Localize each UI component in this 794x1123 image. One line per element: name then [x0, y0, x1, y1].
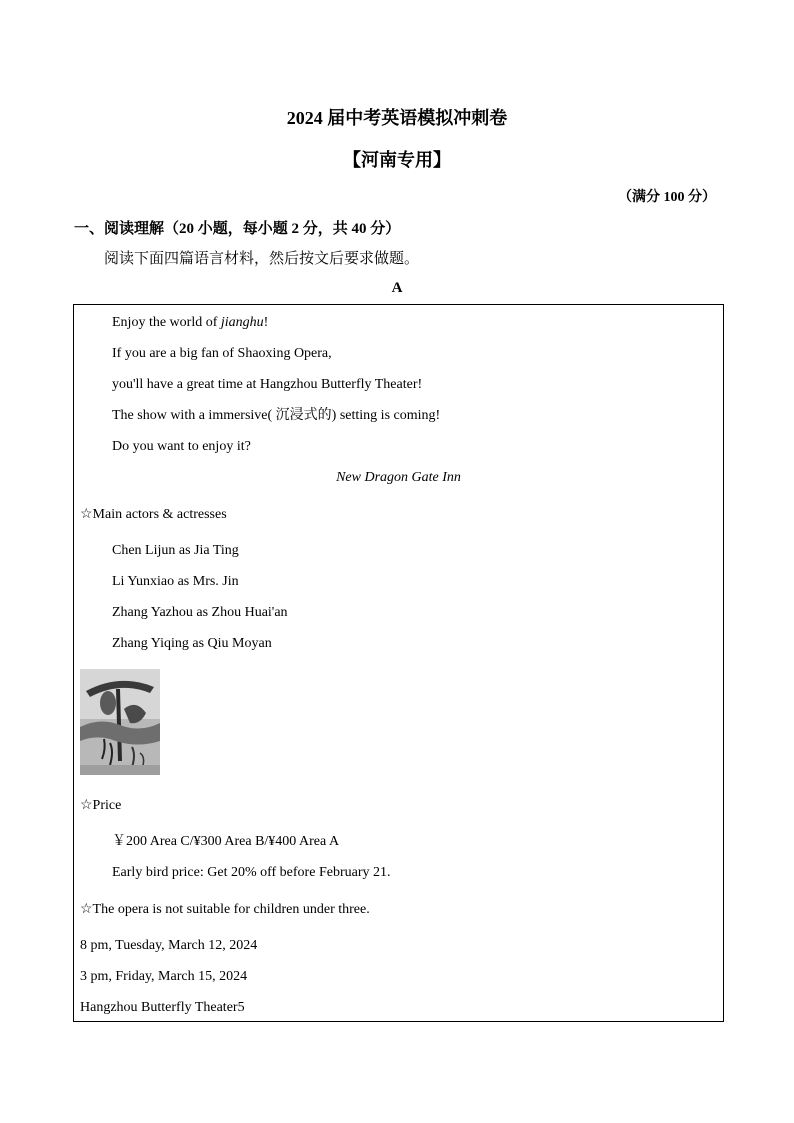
full-score-note: （满分 100 分） — [618, 190, 716, 205]
passage-line-5: Do you want to enjoy it? — [112, 439, 251, 454]
venue-line: Hangzhou Butterfly Theater5 — [80, 1000, 245, 1015]
cast-item: Li Yunxiao as Mrs. Jin — [112, 574, 239, 589]
intro-suffix: ! — [263, 315, 269, 330]
intro-italic-word: jianghu — [220, 315, 264, 330]
passage-letter: A — [391, 280, 403, 296]
price-line: ￥200 Area C/¥300 Area B/¥400 Area A — [112, 834, 340, 849]
opera-poster-image — [80, 669, 160, 775]
age-notice: ☆The opera is not suitable for children under three. — [80, 902, 370, 917]
section-heading: 一、阅读理解（20 小题，每小题 2 分，共 40 分） — [74, 221, 401, 237]
cast-item: Zhang Yazhou as Zhou Huai'an — [112, 605, 288, 620]
cast-item: Zhang Yiqing as Qiu Moyan — [112, 636, 272, 651]
passage-line-4: The show with a immersive( 沉浸式的) setting is coming! — [112, 408, 441, 423]
cast-item: Chen Lijun as Jia Ting — [112, 543, 239, 558]
show-date-2: 3 pm, Friday, March 15, 2024 — [80, 969, 248, 984]
intro-line — [112, 314, 268, 332]
early-bird-line: Early bird price: Get 20% off before February 21. — [112, 865, 391, 880]
page-title: 2024 届中考英语模拟冲刺卷 — [286, 108, 508, 128]
price-heading: ☆Price — [80, 798, 122, 813]
show-date-1: 8 pm, Tuesday, March 12, 2024 — [80, 938, 258, 953]
page-subtitle: 【河南专用】 — [343, 150, 451, 170]
cast-heading: ☆Main actors & actresses — [80, 507, 227, 522]
passage-box — [73, 304, 724, 1022]
poster-artwork — [80, 669, 160, 775]
section-instruction: 阅读下面四篇语言材料，然后按文后要求做题。 — [104, 251, 420, 267]
passage-line-3: you'll have a great time at Hangzhou Butterfly Theater! — [112, 377, 423, 392]
intro-prefix: Enjoy the world of — [112, 315, 221, 330]
show-title: New Dragon Gate Inn — [336, 470, 461, 485]
passage-line-2: If you are a big fan of Shaoxing Opera, — [112, 346, 332, 361]
